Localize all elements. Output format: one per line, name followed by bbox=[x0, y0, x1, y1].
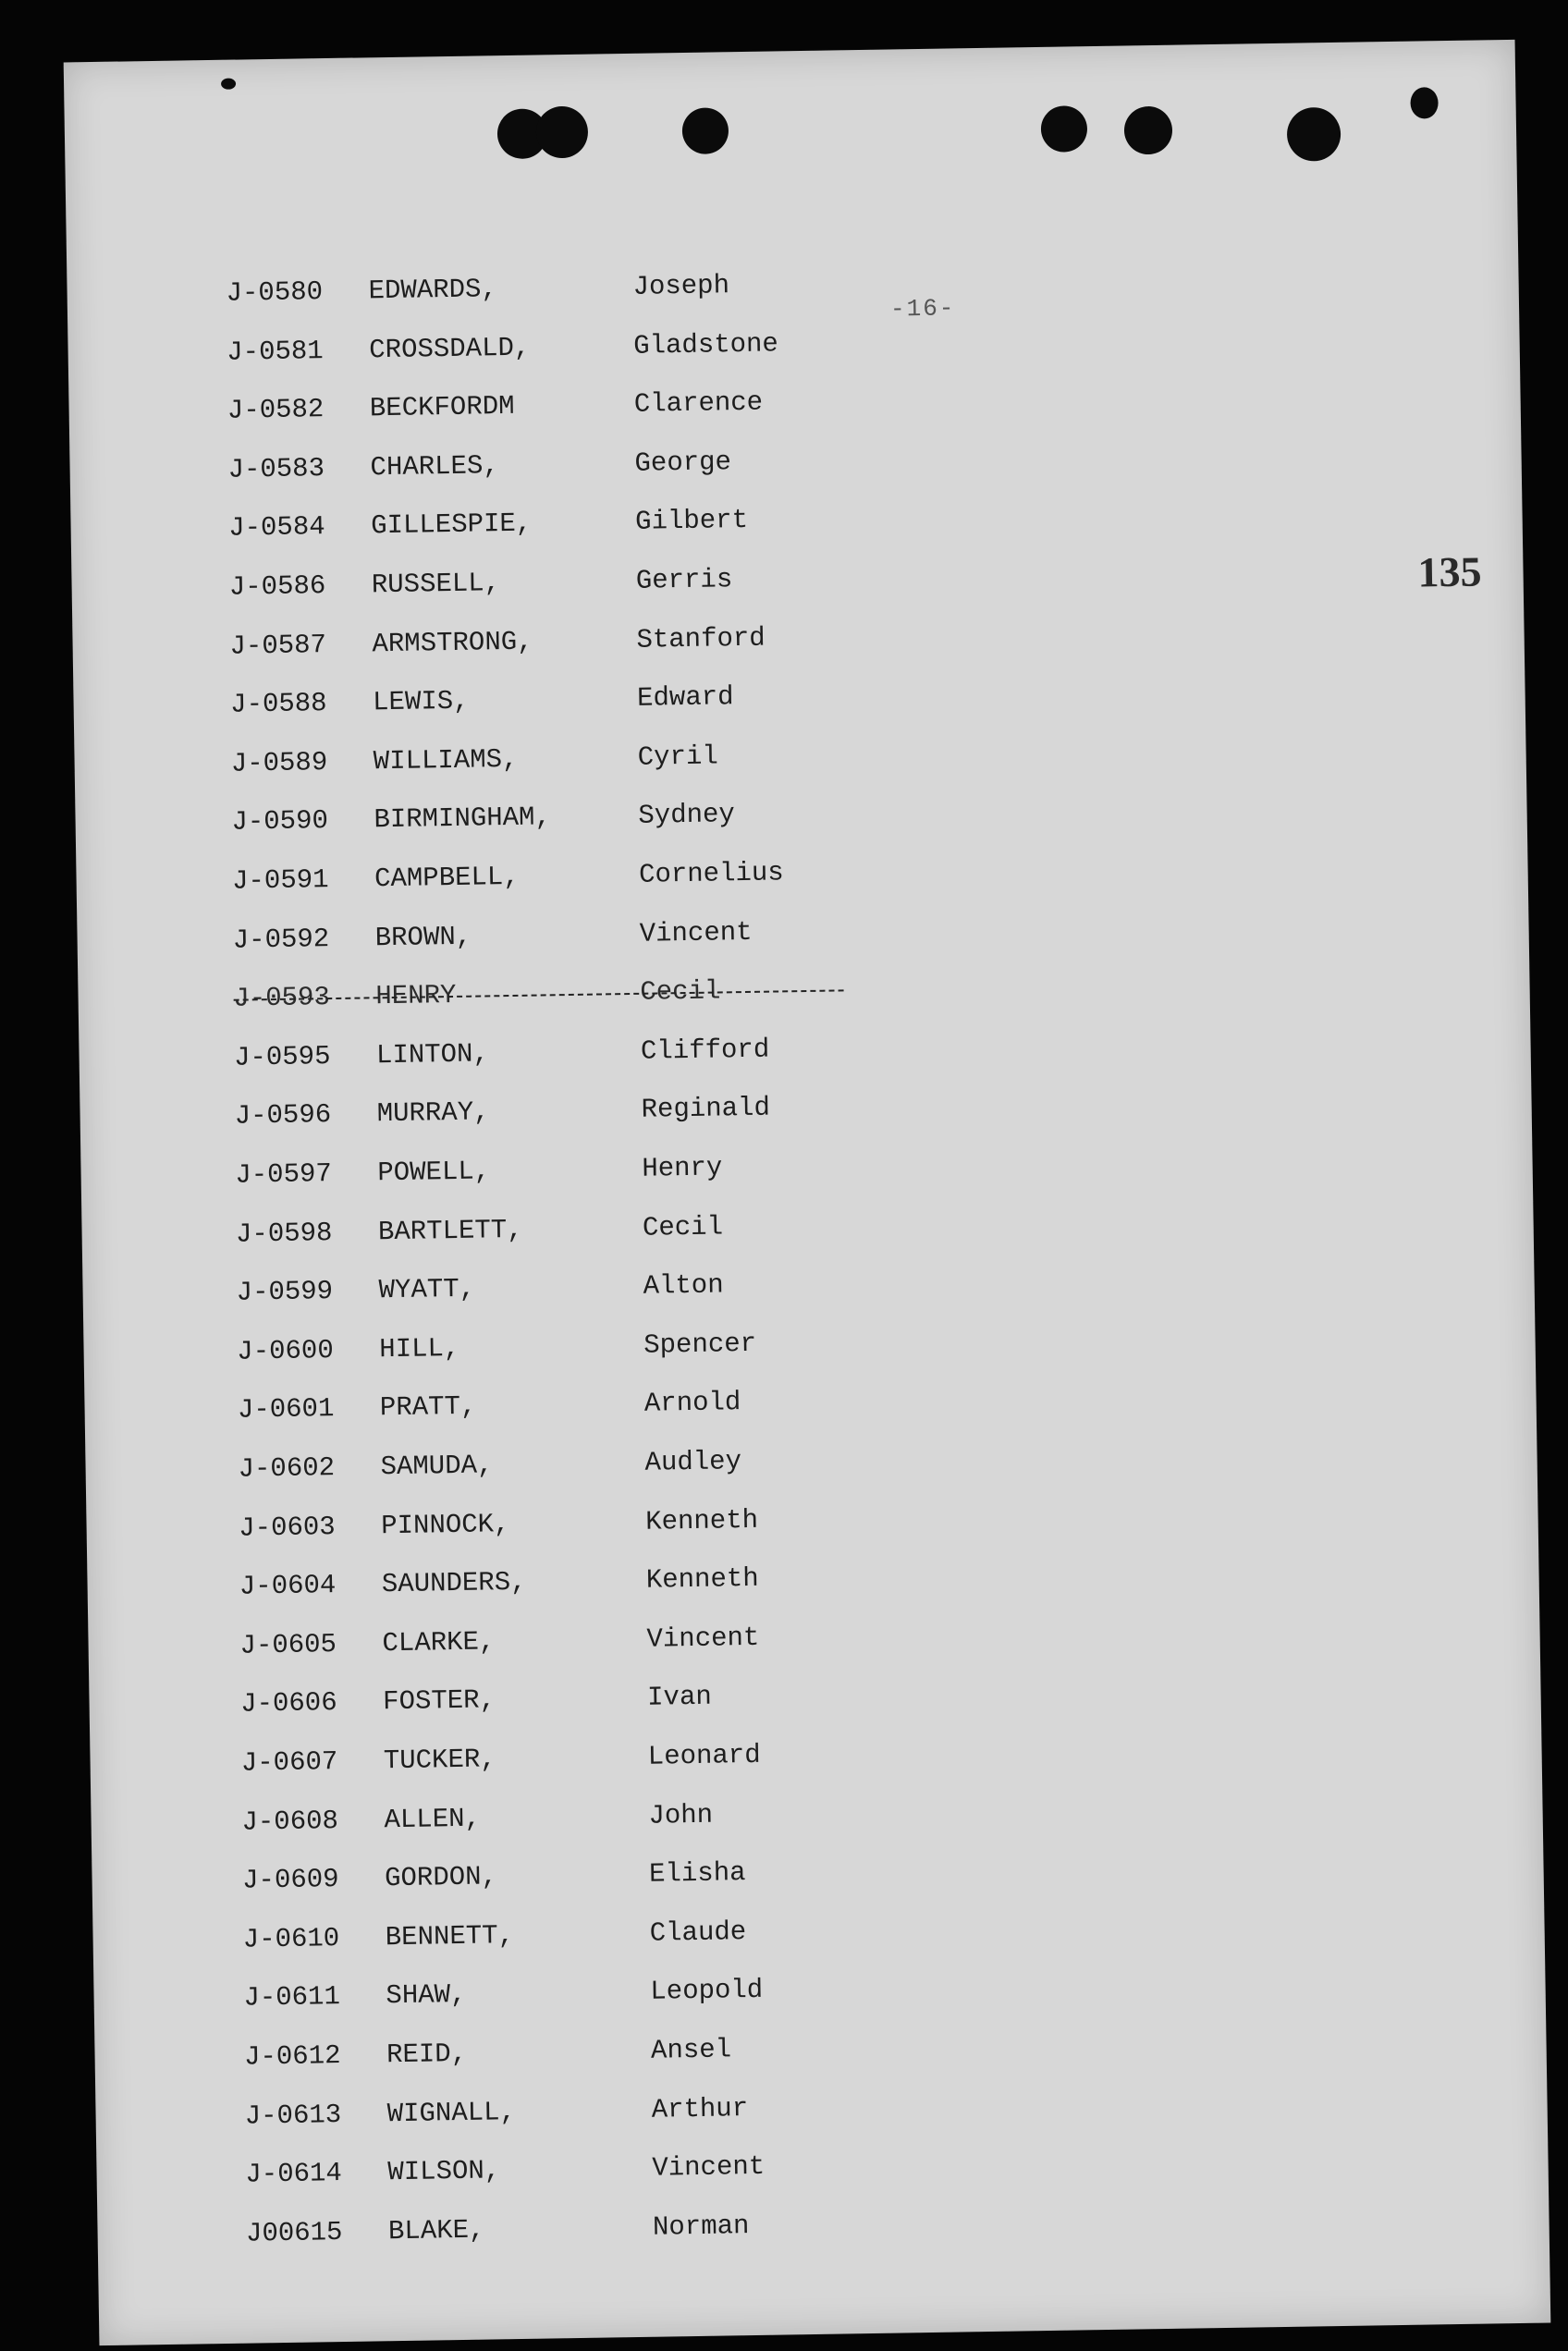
entry-given-name: Edward bbox=[636, 681, 734, 715]
entry-id: J-0607 bbox=[240, 1746, 338, 1779]
entry-surname: EDWARDS, bbox=[368, 274, 498, 307]
entry-id: J-0609 bbox=[241, 1864, 339, 1896]
entry-id: J-0587 bbox=[229, 629, 327, 662]
entry-given-name: Gladstone bbox=[632, 327, 779, 361]
entry-id: J-0606 bbox=[239, 1687, 337, 1720]
entry-given-name: Arnold bbox=[643, 1387, 741, 1420]
entry-id: J-0601 bbox=[237, 1393, 335, 1427]
entry-given-name: Gilbert bbox=[634, 505, 749, 538]
entry-given-name: Cecil bbox=[642, 1211, 724, 1243]
entry-id: J-0584 bbox=[227, 511, 325, 545]
entry-id: J-0586 bbox=[228, 570, 326, 603]
entry-surname: WILSON, bbox=[387, 2155, 501, 2188]
entry-given-name: Clarence bbox=[633, 386, 764, 421]
entry-given-name: Ansel bbox=[650, 2034, 732, 2066]
entry-surname: BLAKE, bbox=[387, 2214, 485, 2247]
entry-surname: FOSTER, bbox=[382, 1684, 496, 1718]
entry-given-name: Joseph bbox=[632, 270, 730, 302]
entry-id: J-0580 bbox=[226, 276, 324, 309]
entry-given-name: Elisha bbox=[648, 1857, 746, 1890]
page-marker: -16- bbox=[889, 294, 956, 324]
entry-given-name: Vincent bbox=[646, 1622, 760, 1655]
entry-id: J-0604 bbox=[239, 1570, 337, 1602]
entry-id: J-0608 bbox=[241, 1805, 339, 1838]
entry-given-name: Claude bbox=[649, 1916, 747, 1949]
entry-given-name: Leopold bbox=[650, 1975, 764, 2008]
entry-id: J00615 bbox=[245, 2216, 343, 2249]
entry-surname: BENNETT, bbox=[385, 1919, 515, 1953]
entry-surname: BECKFORDM bbox=[369, 391, 515, 424]
entry-id: J-0613 bbox=[244, 2099, 342, 2132]
entry-given-name: Norman bbox=[652, 2210, 750, 2243]
entry-id: J-0605 bbox=[239, 1628, 337, 1661]
entry-id: J-0614 bbox=[245, 2158, 343, 2190]
entry-surname: CHARLES, bbox=[370, 449, 500, 484]
entry-surname: GILLESPIE, bbox=[370, 508, 533, 542]
entry-given-name: Reginald bbox=[641, 1093, 771, 1126]
entry-id: J-0588 bbox=[229, 688, 327, 720]
entry-given-name: Stanford bbox=[636, 622, 766, 655]
entry-surname: RUSSELL, bbox=[371, 568, 501, 601]
entry-given-name: Kenneth bbox=[645, 1563, 759, 1596]
entry-surname: WYATT, bbox=[378, 1273, 476, 1306]
entry-surname: BIRMINGHAM, bbox=[374, 802, 552, 836]
entry-surname: HENRY bbox=[375, 980, 457, 1012]
entry-given-name: Cecil bbox=[640, 975, 721, 1008]
entry-surname: CAMPBELL, bbox=[374, 861, 520, 895]
entry-surname: HILL, bbox=[379, 1332, 460, 1365]
entry-surname: POWELL, bbox=[377, 1156, 491, 1189]
entry-given-name: Cyril bbox=[637, 741, 719, 773]
entry-id: J-0603 bbox=[239, 1511, 336, 1544]
entry-surname: SAMUDA, bbox=[380, 1450, 494, 1483]
entry-given-name: George bbox=[634, 446, 732, 479]
entry-id: J-0612 bbox=[243, 2040, 341, 2073]
entry-id: J-0598 bbox=[235, 1217, 333, 1250]
entry-id: J-0592 bbox=[232, 923, 330, 956]
entry-id: J-0595 bbox=[233, 1040, 331, 1073]
entry-id: J-0599 bbox=[236, 1276, 334, 1308]
entry-surname: LEWIS, bbox=[372, 685, 470, 718]
entry-surname: WILLIAMS, bbox=[373, 743, 519, 778]
entry-id: J-0596 bbox=[234, 1099, 332, 1133]
entry-id: J-0581 bbox=[227, 335, 324, 368]
entry-id: J-0611 bbox=[243, 1981, 341, 2014]
entry-surname: CLARKE, bbox=[382, 1626, 496, 1659]
entry-id: J-0610 bbox=[242, 1922, 340, 1955]
entry-id: J-0590 bbox=[231, 805, 329, 839]
entry-id: J-0583 bbox=[227, 452, 325, 485]
entry-id: J-0597 bbox=[235, 1158, 333, 1191]
entry-surname: LINTON, bbox=[375, 1038, 490, 1071]
entry-given-name: Henry bbox=[642, 1152, 723, 1184]
entry-surname: WIGNALL, bbox=[386, 2096, 517, 2129]
entry-id: J-0600 bbox=[237, 1334, 334, 1367]
entry-surname: MURRAY, bbox=[376, 1096, 490, 1130]
entry-id: J-0591 bbox=[231, 864, 329, 897]
entry-given-name: Leonard bbox=[647, 1739, 761, 1772]
entry-given-name: Alton bbox=[643, 1269, 724, 1302]
entry-given-name: Ivan bbox=[646, 1682, 713, 1714]
register-list bbox=[64, 40, 1551, 2345]
entry-surname: BROWN, bbox=[374, 921, 472, 953]
entry-given-name: Audley bbox=[644, 1446, 742, 1478]
entry-given-name: Arthur bbox=[651, 2092, 749, 2125]
entry-given-name: Cornelius bbox=[638, 857, 784, 890]
entry-id: J-0589 bbox=[230, 746, 328, 779]
entry-given-name: Vincent bbox=[639, 916, 753, 949]
entry-given-name: Clifford bbox=[640, 1034, 770, 1067]
entry-given-name: John bbox=[648, 1799, 714, 1831]
entry-surname: TUCKER, bbox=[383, 1744, 496, 1777]
entry-given-name: Sydney bbox=[638, 799, 736, 832]
entry-given-name: Gerris bbox=[635, 564, 733, 596]
entry-surname: ARMSTRONG, bbox=[372, 626, 533, 659]
entry-given-name: Vincent bbox=[652, 2151, 766, 2184]
entry-surname: BARTLETT, bbox=[377, 1214, 523, 1247]
entry-id: J-0582 bbox=[227, 394, 325, 426]
entry-surname: REID, bbox=[386, 2038, 468, 2071]
entry-surname: CROSSDALD, bbox=[369, 332, 531, 365]
folio-number: 135 bbox=[1417, 547, 1482, 596]
entry-given-name: Spencer bbox=[643, 1328, 757, 1361]
entry-id: J-0593 bbox=[233, 982, 331, 1014]
entry-surname: ALLEN, bbox=[384, 1803, 482, 1835]
entry-surname: SAUNDERS, bbox=[381, 1567, 527, 1600]
entry-id: J-0602 bbox=[238, 1452, 336, 1485]
entry-surname: SHAW, bbox=[386, 1979, 467, 2012]
entry-surname: GORDON, bbox=[384, 1861, 498, 1894]
document-page bbox=[64, 40, 1551, 2345]
entry-surname: PINNOCK, bbox=[380, 1508, 510, 1541]
entry-given-name: Kenneth bbox=[644, 1504, 759, 1537]
entry-surname: PRATT, bbox=[379, 1391, 477, 1424]
